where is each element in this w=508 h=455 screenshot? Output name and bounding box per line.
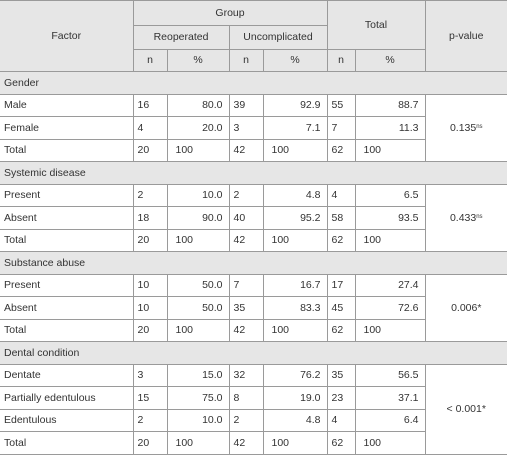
row-label: Total [0,229,133,252]
percent-cell: 100 [355,432,425,455]
table-row [0,364,507,387]
count-cell: 3 [229,117,263,140]
section-header-row [0,252,507,275]
percent-cell: 7.1 [263,117,327,140]
pvalue-cell [425,274,507,342]
count-cell: 8 [229,387,263,410]
count-cell: 42 [229,432,263,455]
pvalue-text: < 0.001* [446,402,486,415]
percent-cell: 15.0 [167,364,229,387]
count-cell: 23 [327,387,355,410]
percent-cell: 16.7 [263,274,327,297]
count-cell: 35 [327,364,355,387]
percent-cell: 100 [355,139,425,162]
percent-cell: 92.9 [263,94,327,117]
percent-cell: 83.3 [263,297,327,320]
percent-cell: 10.0 [167,409,229,432]
count-cell: 4 [327,409,355,432]
count-cell: 62 [327,319,355,342]
row-label: Edentulous [0,409,133,432]
count-cell: 2 [229,184,263,207]
percent-cell: 90.0 [167,207,229,230]
reoperated-n-header: n [133,50,167,72]
count-cell: 17 [327,274,355,297]
count-cell: 3 [133,364,167,387]
percent-cell: 4.8 [263,184,327,207]
count-cell: 42 [229,139,263,162]
count-cell: 55 [327,94,355,117]
row-label: Total [0,319,133,342]
count-cell: 62 [327,432,355,455]
significance-marker: ns [476,213,483,220]
section-title: Gender [0,72,507,95]
percent-cell: 6.5 [355,184,425,207]
percent-cell: 80.0 [167,94,229,117]
count-cell: 58 [327,207,355,230]
percent-cell: 20.0 [167,117,229,140]
count-cell: 42 [229,319,263,342]
percent-cell: 56.5 [355,364,425,387]
row-label: Dentate [0,364,133,387]
count-cell: 7 [229,274,263,297]
percent-cell: 4.8 [263,409,327,432]
section-header-row [0,162,507,185]
factor-header: Factor [0,1,133,72]
percent-cell: 100 [355,319,425,342]
uncomplicated-header: Uncomplicated [229,26,327,50]
pvalue-text: 0.135 [449,121,477,134]
row-label: Present [0,274,133,297]
row-label: Absent [0,297,133,320]
percent-cell: 100 [263,432,327,455]
percent-cell: 100 [167,432,229,455]
count-cell: 40 [229,207,263,230]
total-pct-header: % [355,50,425,72]
count-cell: 2 [133,184,167,207]
row-label: Present [0,184,133,207]
pvalue-cell [425,184,507,252]
count-cell: 39 [229,94,263,117]
count-cell: 7 [327,117,355,140]
count-cell: 20 [133,139,167,162]
pvalue-text: 0.006* [451,301,482,314]
percent-cell: 50.0 [167,274,229,297]
percent-cell: 100 [167,319,229,342]
count-cell: 45 [327,297,355,320]
count-cell: 35 [229,297,263,320]
percent-cell: 37.1 [355,387,425,410]
count-cell: 10 [133,274,167,297]
section-title: Substance abuse [0,252,507,275]
percent-cell: 19.0 [263,387,327,410]
percent-cell: 100 [263,229,327,252]
uncomplicated-pct-header: % [263,50,327,72]
percent-cell: 88.7 [355,94,425,117]
count-cell: 2 [133,409,167,432]
count-cell: 16 [133,94,167,117]
table-row [0,274,507,297]
row-label: Partially edentulous [0,387,133,410]
table-body [0,72,507,455]
table-row [0,94,507,117]
row-label: Absent [0,207,133,230]
pvalue-cell [425,94,507,162]
count-cell: 62 [327,139,355,162]
percent-cell: 100 [263,319,327,342]
count-cell: 42 [229,229,263,252]
section-title: Systemic disease [0,162,507,185]
pvalue-text: 0.433 [449,211,477,224]
section-title: Dental condition [0,342,507,365]
row-label: Total [0,432,133,455]
row-label: Female [0,117,133,140]
percent-cell: 75.0 [167,387,229,410]
count-cell: 20 [133,432,167,455]
percent-cell: 27.4 [355,274,425,297]
row-label: Total [0,139,133,162]
percent-cell: 93.5 [355,207,425,230]
group-header: Group [133,1,327,26]
count-cell: 62 [327,229,355,252]
count-cell: 32 [229,364,263,387]
total-header: Total [327,1,425,50]
uncomplicated-n-header: n [229,50,263,72]
count-cell: 4 [327,184,355,207]
row-label: Male [0,94,133,117]
section-header-row [0,342,507,365]
percent-cell: 100 [263,139,327,162]
percent-cell: 11.3 [355,117,425,140]
percent-cell: 10.0 [167,184,229,207]
count-cell: 10 [133,297,167,320]
section-header-row [0,72,507,95]
pvalue-header: p-value [425,1,507,72]
reoperated-header: Reoperated [133,26,229,50]
total-n-header: n [327,50,355,72]
percent-cell: 72.6 [355,297,425,320]
count-cell: 20 [133,319,167,342]
table-header [0,1,507,72]
count-cell: 4 [133,117,167,140]
percent-cell: 100 [167,139,229,162]
percent-cell: 95.2 [263,207,327,230]
percent-cell: 50.0 [167,297,229,320]
significance-marker: ns [476,123,483,130]
count-cell: 18 [133,207,167,230]
count-cell: 20 [133,229,167,252]
percent-cell: 76.2 [263,364,327,387]
percent-cell: 100 [355,229,425,252]
count-cell: 15 [133,387,167,410]
percent-cell: 100 [167,229,229,252]
percent-cell: 6.4 [355,409,425,432]
reoperated-pct-header: % [167,50,229,72]
table-row [0,184,507,207]
count-cell: 2 [229,409,263,432]
pvalue-cell [425,364,507,454]
